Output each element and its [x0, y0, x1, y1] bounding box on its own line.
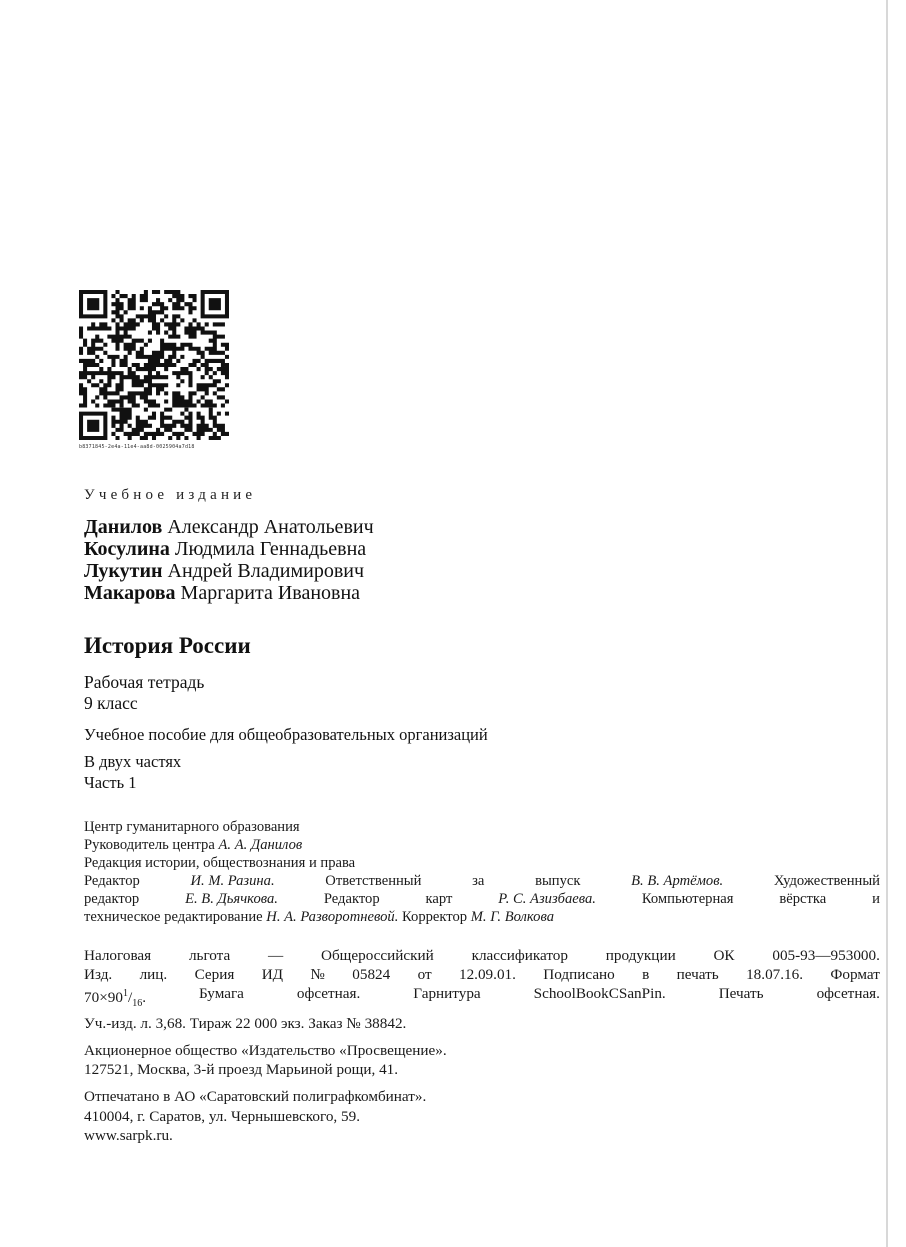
imprint-word: Налоговая [84, 947, 152, 964]
author-surname: Косулина [84, 538, 170, 560]
credits-maps-label: Редактор [323, 891, 380, 907]
imprint-printer: Отпечатано в АО «Саратовский полиграфкомбинат». [84, 1088, 427, 1106]
credits-block [84, 818, 880, 926]
credits-editor-name: И. М. Разина. [190, 873, 275, 889]
author-entry [84, 560, 374, 582]
imprint-word: 05824 [352, 966, 391, 984]
imprint-word: лиц. [139, 966, 168, 984]
author-given-name: Александр Анатольевич [167, 516, 374, 538]
imprint-word: льгота [188, 947, 231, 964]
imprint-print-info: Уч.-изд. л. 3,68. Тираж 22 000 экз. Заказ № 38842. [84, 1014, 407, 1032]
qr-code-icon [79, 290, 229, 440]
credits-tech-name: Н. А. Разворотневой. [266, 909, 399, 925]
credits-layout-label2: вёрстка [779, 891, 827, 907]
credits-corrector-label: Корректор [402, 909, 468, 925]
imprint-word: Общероссийский [320, 947, 434, 964]
imprint-publisher: Акционерное общество «Издательство «Просвещение». [84, 1041, 447, 1059]
author-entry [84, 516, 374, 538]
imprint-word: 18.07.16. [746, 966, 804, 984]
qr-modules [79, 290, 229, 440]
book-purpose: Учебное пособие для общеобразовательных организаций [84, 725, 488, 744]
credits-art-label: Художественный [773, 873, 880, 889]
imprint-paper-line [84, 984, 880, 1013]
imprint-word: Гарнитура [413, 985, 481, 1003]
qr-block [79, 290, 229, 450]
credits-and-label: и [872, 891, 880, 907]
imprint-word: Печать [718, 985, 764, 1003]
credits-for-label: за [472, 873, 485, 889]
author-entry [84, 582, 374, 604]
imprint-word: офсетная. [816, 985, 880, 1003]
credits-editor-line [84, 872, 880, 890]
imprint-license-line [84, 965, 880, 984]
imprint-printer-address: 410004, г. Саратов, ул. Чернышевского, 59. [84, 1107, 360, 1125]
part-number: Часть 1 [84, 773, 137, 792]
edition-type: Учебное издание [84, 487, 257, 503]
imprint-block [84, 946, 880, 1145]
subtitle-line: Рабочая тетрадь [84, 672, 205, 692]
imprint-word: в [642, 966, 650, 984]
imprint-word: ИД [261, 966, 284, 984]
imprint-word: 12.09.01. [458, 966, 516, 984]
imprint-word: продукции [605, 947, 676, 964]
author-given-name: Маргарита Ивановна [180, 582, 361, 604]
author-list [84, 516, 374, 604]
imprint-word: Серия [194, 966, 235, 984]
credits-dept: Редакция истории, обществознания и права [84, 855, 356, 871]
credits-art-editor-label: редактор [84, 891, 140, 907]
author-surname: Макарова [84, 582, 176, 604]
imprint-word: Изд. [84, 966, 113, 984]
imprint-word: 005-93—953000. [772, 947, 880, 964]
credits-maps-name: Р. С. Азизбаева. [498, 891, 596, 907]
imprint-word: от [417, 966, 432, 984]
author-given-name: Людмила Геннадьевна [174, 538, 367, 560]
credits-art-editor-name: Е. В. Дьячкова. [185, 891, 278, 907]
credits-tech-line [84, 908, 880, 926]
page-edge [886, 0, 888, 1247]
imprint-word: SchoolBookCSanPin. [533, 985, 666, 1003]
book-title: История России [84, 633, 251, 658]
imprint-word: печать [676, 966, 719, 984]
author-surname: Данилов [84, 516, 163, 538]
imprint-word: № [310, 966, 325, 984]
book-parts [84, 751, 181, 793]
credits-maps-label2: карт [425, 891, 453, 907]
imprint-word: Подписано [543, 966, 615, 984]
credits-head [84, 836, 880, 854]
credits-center: Центр гуманитарного образования [84, 819, 300, 835]
imprint-word: — [268, 947, 284, 964]
credits-tech-label: техническое редактирование [84, 909, 263, 925]
credits-corrector-name: М. Г. Волкова [470, 909, 554, 925]
author-entry [84, 538, 374, 560]
imprint-word: Бумага [198, 985, 244, 1003]
qr-caption: b8371845-2e4a-11e4-aa8d-0025904a7d18 [79, 444, 195, 450]
grade-line: 9 класс [84, 693, 138, 713]
book-subtitle [84, 672, 204, 714]
imprint-word: классификатор [471, 947, 568, 964]
credits-responsible-label: Ответственный [325, 873, 422, 889]
imprint-publisher-address: 127521, Москва, 3-й проезд Марьиной рощи, 41. [84, 1061, 399, 1079]
imprint-word: офсетная. [296, 985, 361, 1003]
author-surname: Лукутин [84, 560, 163, 582]
credits-head-label: Руководитель центра [84, 837, 215, 853]
credits-responsible-name: В. В. Артёмов. [631, 873, 724, 889]
credits-layout-label: Компьютерная [641, 891, 734, 907]
imprint-printer-web: www.sarpk.ru. [84, 1126, 173, 1144]
imprint-format: $70\times 90^1/_{16}$. [84, 988, 146, 1010]
credits-art-line [84, 890, 880, 908]
credits-release-label: выпуск [535, 873, 581, 889]
parts-count: В двух частях [84, 752, 182, 771]
author-given-name: Андрей Владимирович [167, 560, 365, 582]
imprint-word: ОК [713, 947, 735, 964]
imprint-tax-line [84, 946, 880, 965]
credits-editor-label: Редактор [84, 873, 140, 889]
imprint-word: Формат [830, 966, 880, 984]
credits-head-name: А. А. Данилов [218, 837, 303, 853]
